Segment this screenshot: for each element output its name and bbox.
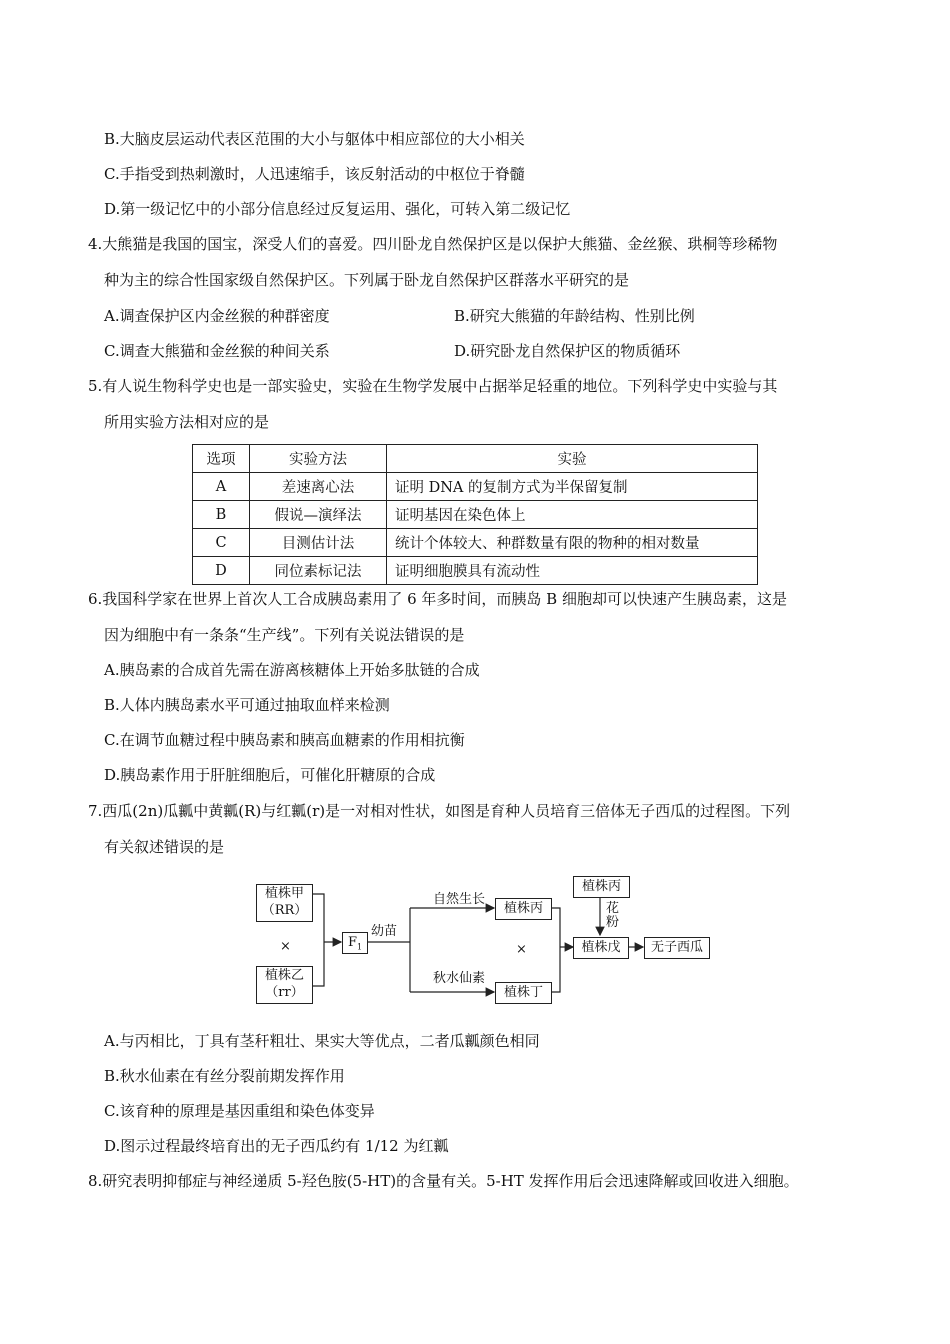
q7-option-b: B.秋水仙素在有丝分裂前期发挥作用 [104, 1067, 345, 1085]
q7-option-d: D.图示过程最终培育出的无子西瓜约有 1/12 为红瓤 [104, 1137, 449, 1155]
plant-jia-genotype: （RR） [261, 903, 308, 918]
q5-stem-line2: 所用实验方法相对应的是 [104, 413, 270, 431]
row-experiment: 证明基因在染色体上 [387, 501, 758, 529]
row-experiment: 证明 DNA 的复制方式为半保留复制 [387, 473, 758, 501]
q8-stem-line1: 8.研究表明抑郁症与神经递质 5-羟色胺(5-HT)的含量有关。5-HT 发挥作用后会迅速降解或回收进入细胞。 [88, 1172, 799, 1190]
q6-stem-line1: 6.我国科学家在世界上首次人工合成胰岛素用了 6 年多时间，而胰岛 B 细胞却可以快速产生胰岛素，这是 [88, 590, 787, 608]
experiment-table [192, 444, 758, 585]
plant-bing-label: 植株丙 [503, 901, 543, 916]
pollen-label [606, 902, 619, 930]
pollen-char-1: 花 [606, 901, 620, 916]
row-option: D [193, 557, 250, 585]
q4-stem-line2: 种为主的综合性国家级自然保护区。下列属于卧龙自然保护区群落水平研究的是 [104, 271, 630, 289]
natural-growth-label: 自然生长 [433, 892, 486, 907]
plant-yi-box [256, 966, 313, 1004]
plant-yi-label: 植株乙 [264, 968, 304, 983]
f1-label: F [347, 935, 357, 950]
q6-option-c: C.在调节血糖过程中胰岛素和胰高血糖素的作用相抗衡 [104, 731, 465, 749]
q7-stem-line2: 有关叙述错误的是 [104, 838, 225, 856]
row-option: B [193, 501, 250, 529]
row-method: 同位素标记法 [250, 557, 387, 585]
plant-bing-box [495, 898, 552, 920]
row-method: 假说—演绎法 [250, 501, 387, 529]
colchicine-label: 秋水仙素 [433, 971, 486, 986]
q4-option-c: C.调查大熊猫和金丝猴的种间关系 [104, 342, 330, 360]
plant-jia-box [256, 884, 313, 922]
table-header-row [193, 445, 758, 473]
q4-option-b: B.研究大熊猫的年龄结构、性别比例 [454, 307, 695, 325]
q7-option-c: C.该育种的原理是基因重组和染色体变异 [104, 1102, 375, 1120]
plant-bing-pollen-label: 植株丙 [581, 879, 621, 894]
plant-jia-label: 植株甲 [264, 886, 304, 901]
row-option: A [193, 473, 250, 501]
q6-stem-line2: 因为细胞中有一条条“生产线”。下列有关说法错误的是 [104, 626, 465, 644]
row-method: 目测估计法 [250, 529, 387, 557]
q3-option-d: D.第一级记忆中的小部分信息经过反复运用、强化，可转入第二级记忆 [104, 200, 571, 218]
q6-option-a: A.胰岛素的合成首先需在游离核糖体上开始多肽链的合成 [104, 661, 480, 679]
plant-ding-label: 植株丁 [503, 985, 543, 1000]
plant-wu-label: 植株戊 [581, 940, 621, 955]
header-option: 选项 [193, 445, 250, 473]
plant-ding-box [495, 982, 552, 1004]
table-row [193, 557, 758, 585]
q4-option-a: A.调查保护区内金丝猴的种群密度 [104, 307, 330, 325]
pollen-char-2: 粉 [606, 915, 620, 930]
cross-symbol-2: × [516, 942, 527, 957]
q3-option-b: B.大脑皮层运动代表区范围的大小与躯体中相应部位的大小相关 [104, 130, 525, 148]
seedling-label: 幼苗 [371, 924, 398, 939]
table-row [193, 473, 758, 501]
q5-stem-line1: 5.有人说生物科学史也是一部实验史，实验在生物学发展中占据举足轻重的地位。下列科学史中实验与其 [88, 377, 778, 395]
row-method: 差速离心法 [250, 473, 387, 501]
table-row [193, 529, 758, 557]
f1-subscript: 1 [356, 942, 363, 952]
f1-box [342, 932, 368, 954]
row-experiment: 证明细胞膜具有流动性 [387, 557, 758, 585]
header-experiment: 实验 [387, 445, 758, 473]
row-option: C [193, 529, 250, 557]
plant-wu-box [573, 937, 629, 959]
plant-bing-pollen-box [573, 876, 630, 898]
q4-stem-line1: 4.大熊猫是我国的国宝，深受人们的喜爱。四川卧龙自然保护区是以保护大熊猫、金丝猴、珙桐等珍稀物 [88, 235, 778, 253]
q7-stem-line1: 7.西瓜(2n)瓜瓤中黄瓤(R)与红瓤(r)是一对相对性状，如图是育种人员培育三倍体无子西瓜的过程图。下列 [88, 802, 791, 820]
table-row [193, 501, 758, 529]
q4-option-d: D.研究卧龙自然保护区的物质循环 [454, 342, 681, 360]
breeding-diagram [248, 872, 718, 1012]
cross-symbol-1: × [280, 939, 291, 954]
plant-yi-genotype: （rr） [265, 985, 304, 1000]
row-experiment: 统计个体较大、种群数量有限的物种的相对数量 [387, 529, 758, 557]
q7-option-a: A.与丙相比，丁具有茎秆粗壮、果实大等优点，二者瓜瓤颜色相同 [104, 1032, 540, 1050]
q6-option-d: D.胰岛素作用于肝脏细胞后，可催化肝糖原的合成 [104, 766, 436, 784]
seedless-watermelon-label: 无子西瓜 [650, 940, 703, 955]
seedless-watermelon-box [644, 937, 710, 959]
q3-option-c: C.手指受到热刺激时，人迅速缩手，该反射活动的中枢位于脊髓 [104, 165, 525, 183]
q6-option-b: B.人体内胰岛素水平可通过抽取血样来检测 [104, 696, 390, 714]
header-method: 实验方法 [250, 445, 387, 473]
